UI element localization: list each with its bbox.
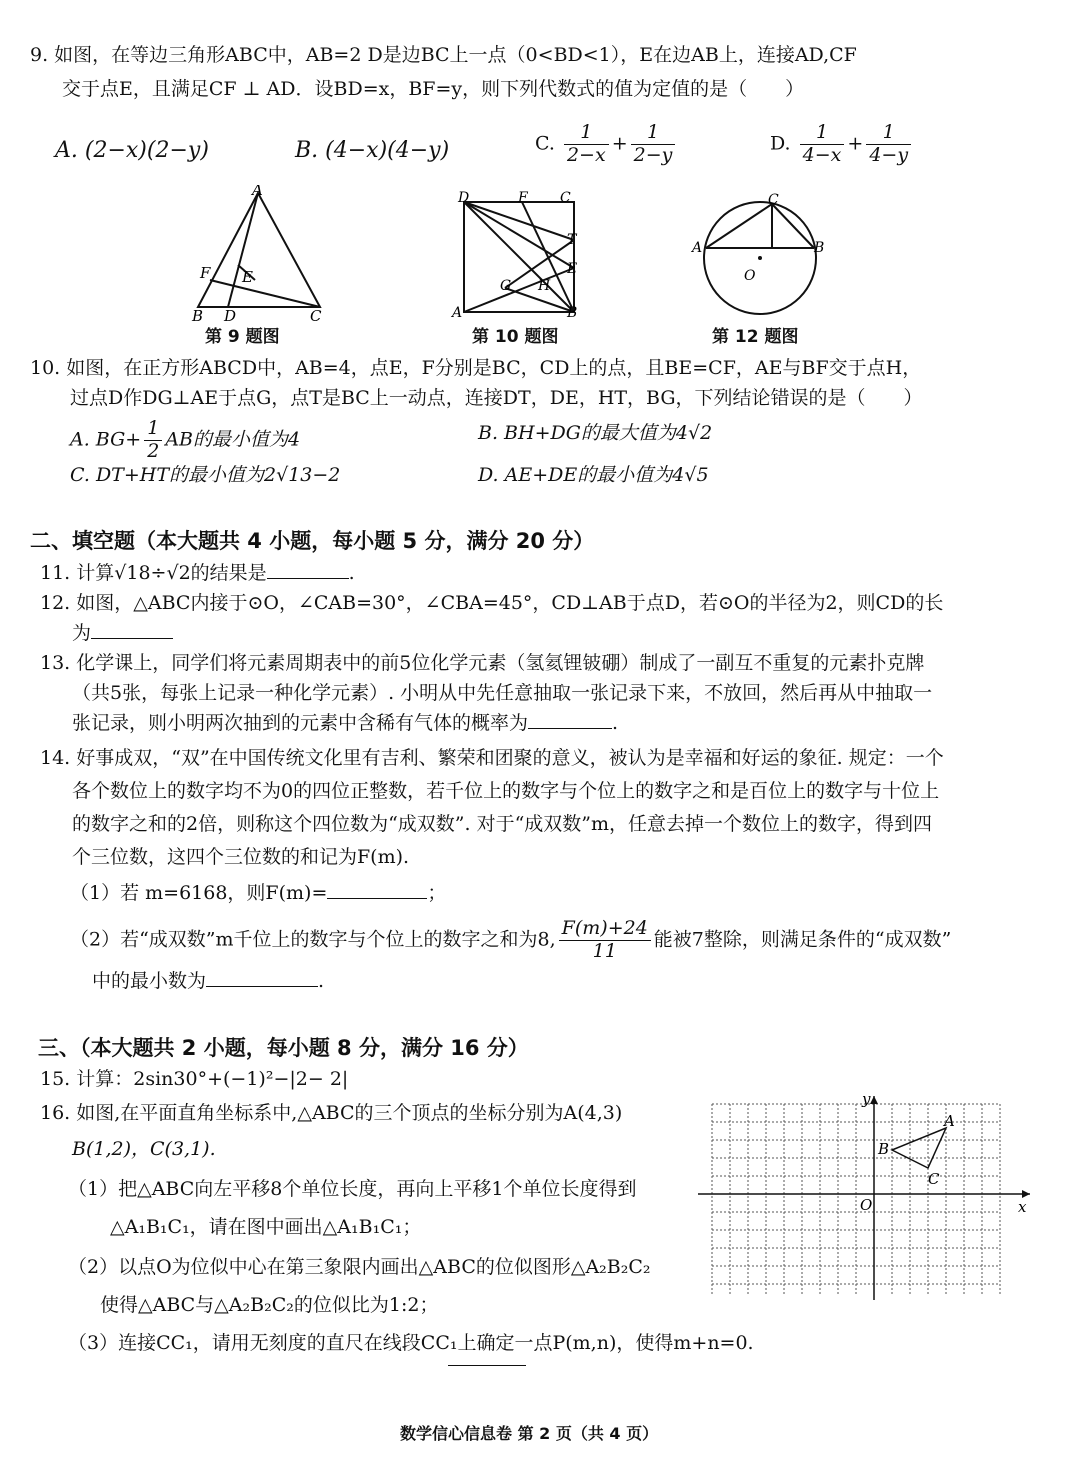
fig12-label-o: O (744, 268, 756, 284)
q13-answer-blank[interactable] (528, 710, 612, 729)
figure-10 (450, 190, 590, 325)
y-axis-arrow (870, 1096, 878, 1104)
q10-option-d: D. AE+DE的最小值为4√5 (478, 464, 709, 486)
q13-line1: 13. 化学课上，同学们将元素周期表中的前5位化学元素（氢氦锂铍硼）制成了一副互不重复的元素扑克牌 (40, 652, 925, 674)
q15: 15. 计算：2sin30°+(−1)²−|2− 2| (40, 1068, 349, 1090)
fig9-label-e: E (242, 268, 253, 286)
q16-line2: B(1,2)，C(3,1). (72, 1138, 216, 1160)
q14-sub2: （2）若“成双数”m千位上的数字与个位上的数字之和为8, $\frac{F(m)+24}{11}$ 能被7整除，则满足条件的“成双数” (70, 917, 952, 962)
q14-sub1: （1）若 m=6168，则F(m)= ； (70, 882, 447, 904)
grid-label-c: C (928, 1170, 940, 1188)
fig12-label-a: A (692, 240, 703, 256)
q10-option-b: B. BH+DG的最大值为4√2 (478, 422, 713, 444)
q9-option-d-label: D. (770, 132, 791, 155)
q16-sub3: （3）连接CC₁，请用无刻度的直尺在线段CC₁上确定一点P(m,n)，使得m+n=0. (68, 1332, 754, 1354)
q16-sub2-line1: （2）以点O为位似中心在第三象限内画出△ABC的位似图形△A₂B₂C₂ (68, 1256, 651, 1278)
figure-12-caption: 第 12 题图 (712, 327, 799, 347)
q11-answer-blank[interactable] (267, 560, 349, 579)
q13-line2: （共5张，每张上记录一种化学元素）. 小明从中先任意抽取一张记录下来，不放回，然后再从中抽取一 (72, 682, 933, 704)
fig10-label-a: A (452, 305, 463, 321)
fig12-label-c: C (768, 192, 779, 208)
q14-sub2-answer-blank[interactable] (206, 968, 318, 987)
grid-label-o: O (860, 1196, 873, 1214)
q14-line1: 14. 好事成双，“双”在中国传统文化里有吉利、繁荣和团聚的意义，被认为是幸福和好运的象征. 规定：一个 (40, 747, 944, 769)
q13-line3: 张记录，则小明两次抽到的元素中含稀有气体的概率为 . (72, 712, 619, 734)
q12-line2: 为 (72, 620, 173, 646)
grid-label-a: A (944, 1112, 955, 1130)
q14-line3: 的数字之和的2倍，则称这个四位数为“成双数”. 对于“成双数”m，任意去掉一个数位上的数字，得到四 (72, 813, 933, 835)
q9-option-c-frac2: $\frac{1}{2-y}$ (631, 122, 676, 167)
q14-sub2-frac: $\frac{F(m)+24}{11}$ (559, 918, 651, 963)
triangle-abc (892, 1128, 946, 1168)
q9-option-d: D. $\frac{1}{4-x}$ + $\frac{1}{4-y}$ (770, 122, 914, 167)
fig10-label-t: T (567, 232, 577, 248)
fig9-label-d: D (224, 307, 237, 325)
handwritten-stroke (448, 1365, 526, 1366)
q10-option-a-frac: $\frac{1}{2}$ (144, 418, 162, 463)
grid-label-y: y (862, 1090, 871, 1108)
q14-line2: 各个数位上的数字均不为0的四位正整数，若千位上的数字与个位上的数字之和是百位上的数字与十位上 (72, 780, 940, 802)
q9-option-d-frac2: $\frac{1}{4-y}$ (866, 122, 911, 167)
q9-option-b: B. (4−x)(4−y) (295, 138, 450, 163)
q16-sub1-line2: △A₁B₁C₁，请在图中画出△A₁B₁C₁； (110, 1216, 422, 1238)
q16-sub1-line1: （1）把△ABC向左平移8个单位长度，再向上平移1个单位长度得到 (68, 1178, 637, 1200)
q9-option-d-frac1: $\frac{1}{4-x}$ (800, 122, 845, 167)
q14-line4: 个三位数，这四个三位数的和记为F(m). (72, 846, 410, 868)
figure-10-caption: 第 10 题图 (472, 327, 559, 347)
q9-option-c-frac1: $\frac{1}{2-x}$ (564, 122, 609, 167)
figure-12 (690, 190, 830, 325)
q9-line1: 9. 如图，在等边三角形ABC中，AB=2 D是边BC上一点（0<BD<1），E在边AB上，连接AD,CF (30, 44, 857, 66)
section3-title: 三、（本大题共 2 小题，每小题 8 分，满分 16 分） (38, 1036, 529, 1060)
fig10-label-f: F (518, 190, 528, 206)
grid-label-x: x (1018, 1198, 1027, 1216)
fig10-label-e: E (567, 261, 578, 277)
fig9-label-c: C (310, 307, 322, 325)
grid-label-b: B (878, 1140, 890, 1158)
figure-9 (180, 185, 350, 325)
q12-answer-blank[interactable] (91, 620, 173, 639)
q10-option-a: A. BG+ $\frac{1}{2}$ AB的最小值为4 (70, 417, 301, 462)
fig10-label-c: C (560, 190, 571, 206)
fig9-label-a: A (252, 185, 263, 199)
q16-sub2-line2: 使得△ABC与△A₂B₂C₂的位似比为1:2； (100, 1294, 439, 1316)
section2-title: 二、填空题（本大题共 4 小题，每小题 5 分，满分 20 分） (30, 529, 595, 553)
x-axis-arrow (1022, 1190, 1030, 1198)
coordinate-grid (690, 1088, 1040, 1308)
q10-line1: 10. 如图，在正方形ABCD中，AB=4，点E，F分别是BC，CD上的点，且BE=CF，AE与BF交于点H， (30, 357, 922, 379)
fig9-label-f: F (200, 264, 211, 282)
q12-line1: 12. 如图，△ABC内接于⊙O，∠CAB=30°，∠CBA=45°，CD⊥AB于点D，若⊙O的半径为2，则CD的长 (40, 592, 944, 614)
figure-9-caption: 第 9 题图 (205, 327, 280, 347)
q9-option-c-label: C. (535, 132, 555, 155)
page-footer: 数学信心信息卷 第 2 页（共 4 页） (400, 1424, 659, 1443)
q9-line2: 交于点E，且满足CF ⊥ AD．设BD=x，BF=y，则下列代数式的值为定值的是（ ） (62, 78, 805, 100)
q10-option-c: C. DT+HT的最小值为2√13−2 (70, 464, 341, 486)
q11: 11. 计算√18÷√2的结果是 . (40, 562, 355, 584)
fig12-label-b: B (814, 240, 825, 256)
fig10-label-g: G (500, 278, 512, 294)
q9-option-c: C. $\frac{1}{2-x}$ + $\frac{1}{2-y}$ (535, 122, 678, 167)
q10-line2: 过点D作DG⊥AE于点G，点T是BC上一动点，连接DT，DE，HT，BG，下列结论错误的是（ ） (70, 387, 923, 409)
q9-option-a: A. (2−x)(2−y) (55, 138, 209, 163)
fig10-label-b: B (567, 305, 578, 321)
fig10-label-h: H (538, 278, 551, 294)
fig9-label-b: B (192, 307, 204, 325)
fig12-center-dot (758, 256, 762, 260)
q14-sub2-line2: 中的最小数为 . (92, 970, 325, 992)
fig10-label-d: D (458, 190, 470, 206)
q16-line1: 16. 如图,在平面直角坐标系中,△ABC的三个顶点的坐标分别为A(4,3) (40, 1102, 623, 1124)
q14-sub1-answer-blank[interactable] (327, 880, 427, 899)
